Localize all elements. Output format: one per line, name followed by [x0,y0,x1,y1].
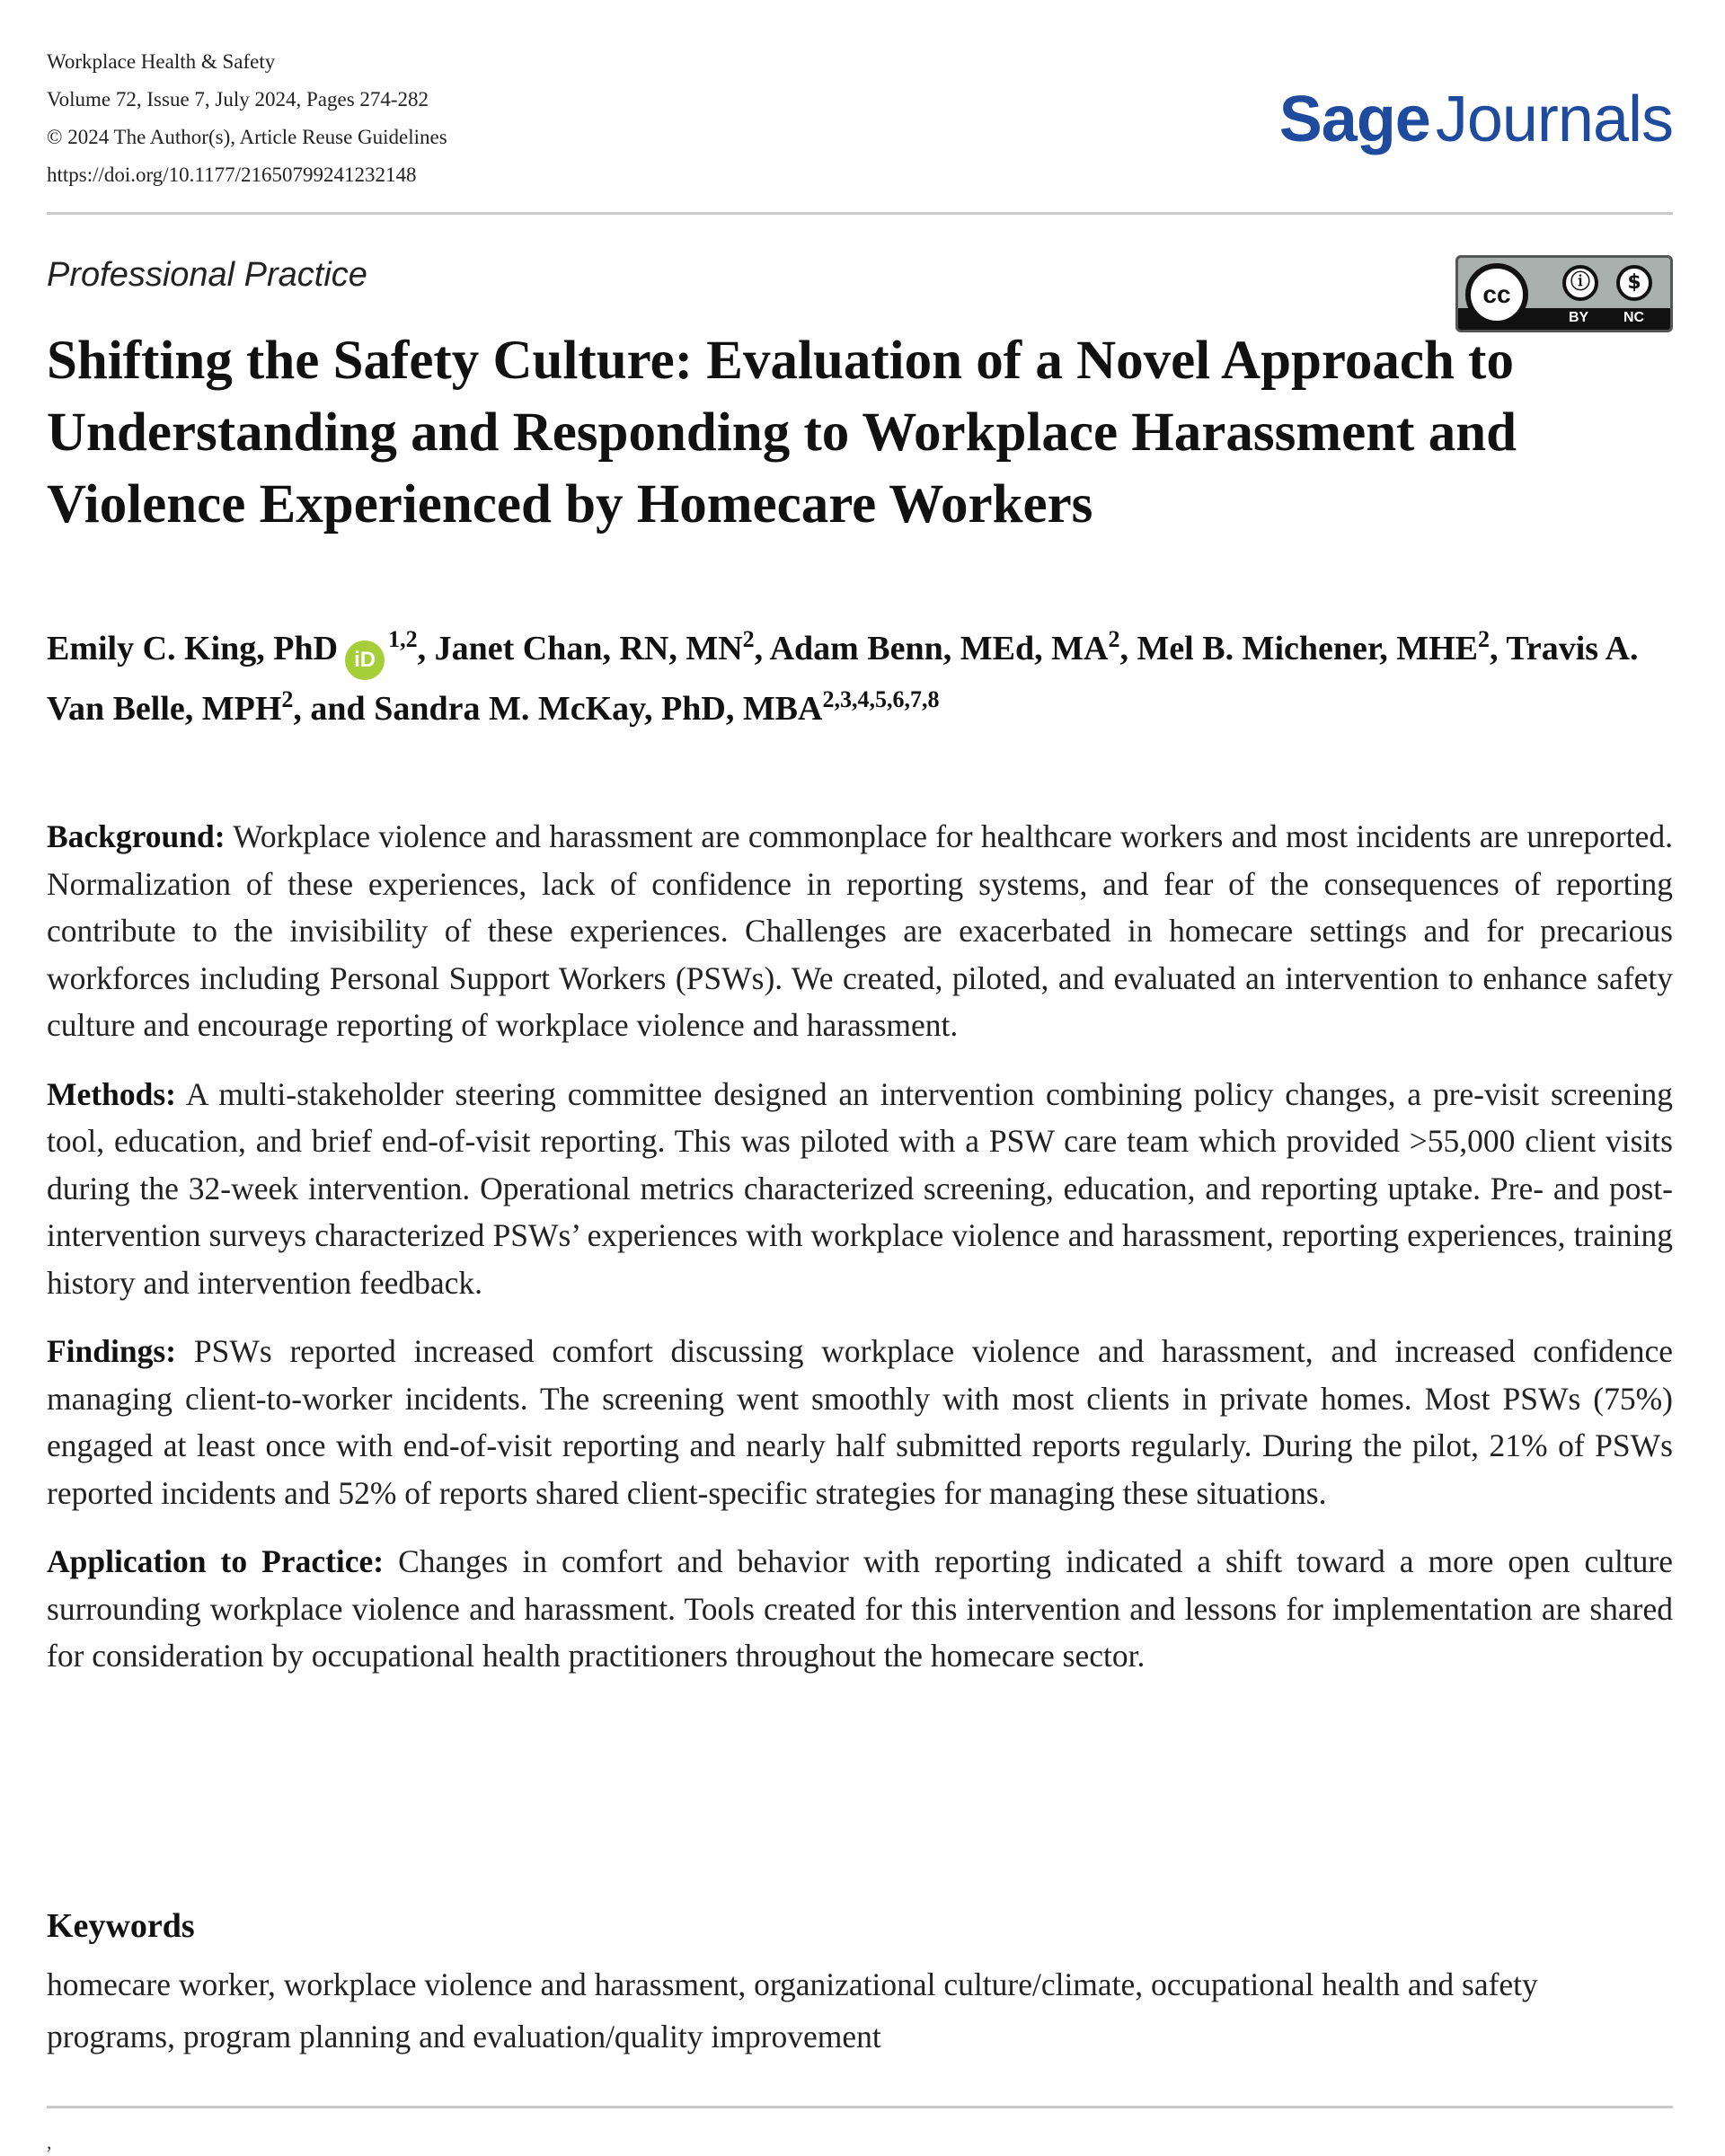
author-affiliation: 2 [742,626,755,652]
application-heading: Application to Practice: [47,1543,385,1579]
abstract-findings [47,1328,1673,1516]
volume-issue: Volume 72, Issue 7, July 2024, Pages 274-282 [47,88,429,110]
citation-block [47,43,447,194]
doi-link[interactable]: https://doi.org/10.1177/21650799241232148 [47,163,417,186]
author-name[interactable]: Emily C. King, PhD [47,630,339,667]
author-separator: , and [293,690,375,728]
cc-license-badge[interactable] [1455,255,1673,332]
noncommercial-icon: $ [1616,265,1652,301]
abstract-background [47,813,1673,1049]
publisher-logo-journals: Journals [1435,84,1673,155]
copyright-reuse-link[interactable]: © 2024 The Author(s), Article Reuse Guidelines [47,126,447,148]
author-name[interactable]: Sandra M. McKay, PhD, MBA [374,690,823,728]
article-title: Shifting the Safety Culture: Evaluation of a Novel Approach to Understanding and Responding to Workplace Harassment and Violence Experienced by Homecare Workers [47,331,1517,535]
background-text: Workplace violence and harassment are commonplace for healthcare workers and most incidents are unreported. Normalization of these experiences, lack of confidence in reporting systems, and fear of the consequences of reporting contribute to the invisibility of these experiences. Challenges are exacerbated in homecare settings and for precarious workforces including Personal Support Workers (PSWs). We created, piloted, and evaluated an intervention to enhance safety culture and encourage reporting of workplace violence and harassment. [47,818,1673,1043]
author-affiliation: 1,2 [388,626,418,652]
author-separator: , [754,630,770,667]
publisher-logo[interactable] [1279,83,1673,156]
publisher-logo-sage: Sage [1278,84,1430,155]
author-separator: , [1119,630,1137,667]
author-affiliation: 2,3,4,5,6,7,8 [822,686,940,712]
author-list [47,620,1673,738]
author-name[interactable]: Mel B. Michener, MHE [1137,630,1479,667]
author-separator: , [1490,630,1507,667]
methods-heading: Methods: [47,1075,176,1112]
by-label: BY [1569,310,1589,325]
orcid-icon[interactable]: iD [345,641,385,680]
abstract [47,813,1673,1701]
author-name[interactable]: Travis A. Van Belle, MPH [47,630,1639,728]
background-heading: Background: [47,818,226,854]
nc-label: NC [1623,310,1645,325]
methods-text: A multi-stakeholder steering committee designed an intervention combining policy changes, a pre-visit screening tool, education, and brief end-of-visit reporting. This was piloted with a PSW care team which provided >55,000 client visits during the 32-week intervention. Operational metrics characterized screening, education, and reporting uptake. Pre- and post-intervention surveys characterized PSWs’ experiences with workplace violence and harassment, reporting experiences, training history and intervention feedback. [47,1075,1673,1301]
header-divider [47,212,1673,215]
author-affiliation: 2 [1478,626,1491,652]
author-name[interactable]: Adam Benn, MEd, MA [769,630,1109,667]
abstract-methods [47,1071,1673,1307]
keywords-text: homecare worker, workplace violence and harassment, organizational culture/climate, occupational health and safety programs, program planning and evaluation/quality improvement [47,1966,1538,2054]
abstract-application [47,1538,1673,1680]
author-affiliation: 2 [281,686,294,712]
footer-divider [47,2106,1673,2108]
footnote-mark: , [47,2131,52,2153]
application-text: Changes in comfort and behavior with reporting indicated a shift toward a more open culture surrounding workplace violence and harassment. Tools created for this intervention and lessons for implementation are shared for consideration by occupational health practitioners throughout the homecare sector. [47,1543,1674,1674]
author-separator: , [417,630,435,667]
attribution-icon: ⓘ [1562,265,1598,301]
article-section-label: Professional Practice [47,256,367,294]
keywords-heading: Keywords [47,1907,195,1945]
findings-heading: Findings: [47,1333,177,1369]
findings-text: PSWs reported increased comfort discussing workplace violence and harassment, and increased confidence managing client-to-worker incidents. The screening went smoothly with most clients in private homes. Most PSWs (75%) engaged at least once with end-of-visit reporting and nearly half submitted reports regularly. During the pilot, 21% of PSWs reported incidents and 52% of reports shared client-specific strategies for managing these situations. [47,1333,1674,1511]
journal-name[interactable]: Workplace Health & Safety [47,50,276,73]
cc-icon: cc [1465,263,1528,326]
author-affiliation: 2 [1108,626,1120,652]
author-name[interactable]: Janet Chan, RN, MN [434,630,743,667]
